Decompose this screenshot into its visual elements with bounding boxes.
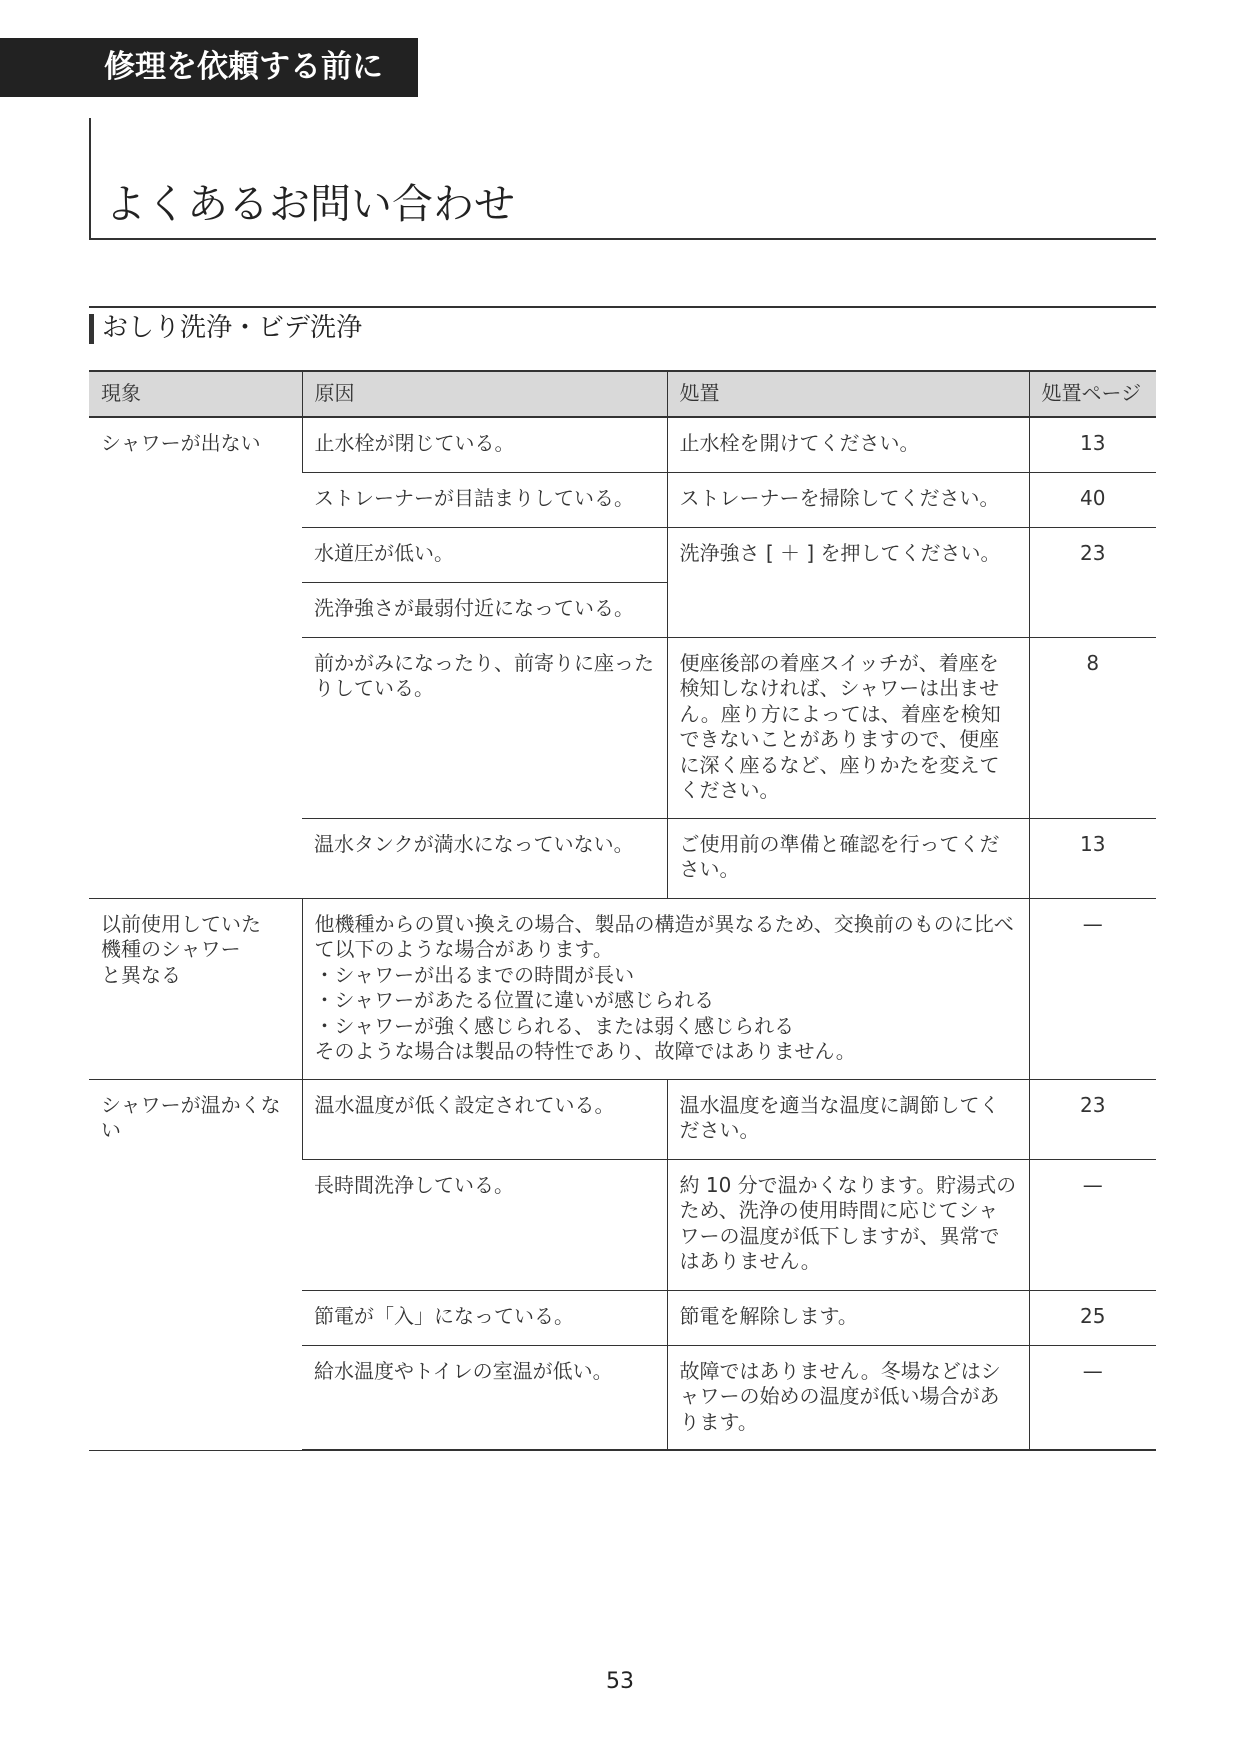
symptom-line: 機種のシャワー: [101, 937, 241, 961]
cause-cell: 止水栓が閉じている。: [302, 417, 667, 472]
section-tab: 修理を依頼する前に: [0, 38, 418, 97]
symptom-cell: シャワーが温かくない: [89, 1079, 302, 1450]
symptom-cell: シャワーが出ない: [89, 417, 302, 898]
note-bullet: ・シャワーがあたる位置に違いが感じられる: [314, 988, 715, 1012]
remedy-cell: 約 10 分で温かくなります。貯湯式のため、洗浄の使用時間に応じてシャワーの温度が低下しますが、異常ではありません。: [667, 1159, 1029, 1290]
symptom-line: 以前使用していた: [101, 911, 261, 936]
remedy-cell: ご使用前の準備と確認を行ってください。: [667, 818, 1029, 898]
header-page: 処置ページ: [1029, 371, 1156, 417]
cause-cell: 前かがみになったり、前寄りに座ったりしている。: [302, 637, 667, 818]
subsection-header: [89, 306, 1156, 346]
cause-cell: 温水タンクが満水になっていない。: [302, 818, 667, 898]
remedy-cell: 洗浄強さ [ ＋ ] を押してください。: [667, 527, 1029, 637]
cause-cell: 水道圧が低い。: [302, 527, 667, 582]
page-ref-cell: 13: [1029, 818, 1156, 898]
remedy-cell: 止水栓を開けてください。: [667, 417, 1029, 472]
page-ref-cell: 23: [1029, 1079, 1156, 1159]
page-ref-cell: 8: [1029, 637, 1156, 818]
page-ref-cell: 23: [1029, 527, 1156, 637]
note-intro: 他機種からの買い換えの場合、製品の構造が異なるため、交換前のものに比べて以下のような場合があります。: [314, 911, 1014, 961]
cause-cell: ストレーナーが目詰まりしている。: [302, 472, 667, 527]
remedy-cell: 故障ではありません。冬場などはシャワーの始めの温度が低い場合があります。: [667, 1345, 1029, 1450]
table-header-row: [89, 371, 1156, 417]
note-outro: そのような場合は製品の特性であり、故障ではありません。: [314, 1039, 856, 1063]
remedy-cell: ストレーナーを掃除してください。: [667, 472, 1029, 527]
note-cell: [302, 898, 1029, 1079]
cause-cell: 温水温度が低く設定されている。: [302, 1079, 667, 1159]
note-bullet: ・シャワーが出るまでの時間が長い: [314, 962, 635, 987]
header-cause: 原因: [302, 371, 667, 417]
page-number: 53: [606, 1669, 634, 1694]
symptom-line: と異なる: [101, 962, 181, 987]
page-ref-cell: —: [1029, 898, 1156, 1079]
page-ref-cell: —: [1029, 1345, 1156, 1450]
note-bullet: ・シャワーが強く感じられる、または弱く感じられる: [314, 1013, 795, 1038]
page-ref-cell: 25: [1029, 1290, 1156, 1345]
symptom-cell: [89, 898, 302, 1079]
remedy-cell: 便座後部の着座スイッチが、着座を検知しなければ、シャワーは出ません。座り方によっては、着座を検知できないことがありますので、便座に深く座るなど、座りかたを変えてください。: [667, 637, 1029, 818]
cause-cell: 洗浄強さが最弱付近になっている。: [302, 582, 667, 637]
page-title: よくあるお問い合わせ: [105, 180, 515, 228]
page-title-block: [89, 118, 1156, 240]
remedy-cell: 節電を解除します。: [667, 1290, 1029, 1345]
header-symptom: 現象: [89, 371, 302, 417]
faq-table: [89, 370, 1156, 1451]
cause-cell: 長時間洗浄している。: [302, 1159, 667, 1290]
table-row: [89, 898, 1156, 1079]
remedy-cell: 温水温度を適当な温度に調節してください。: [667, 1079, 1029, 1159]
cause-cell: 節電が「入」になっている。: [302, 1290, 667, 1345]
cause-cell: 給水温度やトイレの室温が低い。: [302, 1345, 667, 1450]
subsection-title: おしり洗浄・ビデ洗浄: [102, 313, 363, 343]
page-ref-cell: 13: [1029, 417, 1156, 472]
table-row: [89, 417, 1156, 472]
table-row: [89, 1079, 1156, 1159]
header-remedy: 処置: [667, 371, 1029, 417]
subsection-marker: [89, 314, 94, 344]
page-ref-cell: 40: [1029, 472, 1156, 527]
page-ref-cell: —: [1029, 1159, 1156, 1290]
